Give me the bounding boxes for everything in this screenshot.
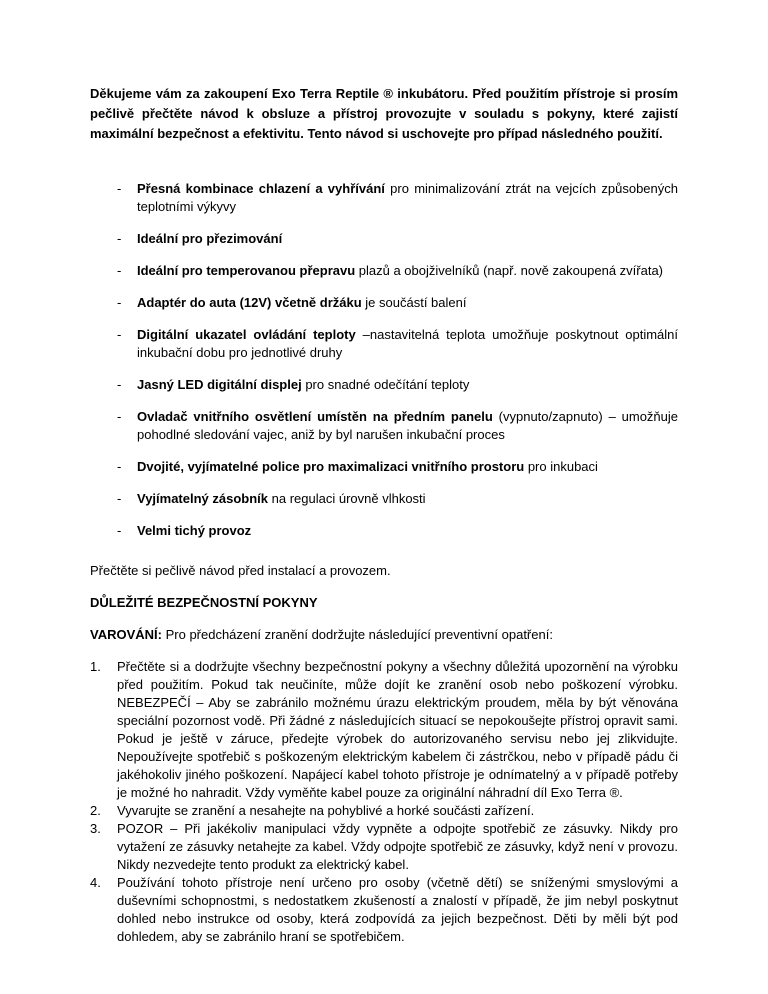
feature-bold: Ovladač vnitřního osvětlení umístěn na předním panelu <box>137 409 493 424</box>
step-number: 4. <box>90 875 101 890</box>
dash-bullet: - <box>117 523 122 538</box>
list-item <box>90 820 678 874</box>
dash-bullet: - <box>117 327 122 342</box>
feature-bold: Ideální pro přezimování <box>137 231 283 246</box>
document-page <box>90 84 678 946</box>
safety-title: DŮLEŽITÉ BEZPEČNOSTNÍ POKYNY <box>90 595 318 610</box>
list-item <box>90 262 678 280</box>
feature-text: –nastavitelná teplota umožňuje poskytnout optimální inkubační dobu pro jednotlivé druhy <box>137 327 678 360</box>
feature-text: (vypnuto/zapnuto) – umožňuje pohodlné sledování vajec, aniž by byl narušen inkubační proces <box>137 409 679 442</box>
list-item <box>90 802 678 820</box>
feature-text: plazů a obojživelníků (např. nově zakoupená zvířata) <box>355 263 664 278</box>
list-item <box>90 458 678 476</box>
warning-label: VAROVÁNÍ: <box>90 627 162 642</box>
feature-bold: Dvojité, vyjímatelné police pro maximalizaci vnitřního prostoru <box>137 459 525 474</box>
list-item <box>90 490 678 508</box>
feature-text: je součástí balení <box>361 295 467 310</box>
feature-text: pro snadné odečítání teploty <box>301 377 470 392</box>
dash-bullet: - <box>117 231 122 246</box>
dash-bullet: - <box>117 295 122 310</box>
dash-bullet: - <box>117 377 122 392</box>
read-note: Přečtěte si pečlivě návod před instalací a provozem. <box>90 563 391 578</box>
safety-steps-list <box>90 658 678 946</box>
dash-bullet: - <box>117 491 122 506</box>
dash-bullet: - <box>117 263 122 278</box>
step-number: 1. <box>90 659 101 674</box>
feature-text: pro minimalizování ztrát na vejcích způsobených teplotními výkyvy <box>137 181 678 214</box>
dash-bullet: - <box>117 409 122 424</box>
feature-bold: Adaptér do auta (12V) včetně držáku <box>137 295 362 310</box>
feature-text: na regulaci úrovně vlhkosti <box>268 491 426 506</box>
intro-paragraph: Děkujeme vám za zakoupení Exo Terra Reptile ® inkubátoru. Před použitím přístroje si prosím pečlivě přečtěte návod k obsluze a přístroj provozujte v souladu s pokyny, které zajistí maximální bezpečnost a efektivitu. Tento návod si uschovejte pro případ následného použití. <box>90 86 678 141</box>
list-item <box>90 180 678 216</box>
dash-bullet: - <box>117 181 122 196</box>
list-item <box>90 326 678 362</box>
feature-text: pro inkubaci <box>524 459 598 474</box>
list-item <box>90 408 678 444</box>
list-item <box>90 376 678 394</box>
feature-list <box>90 180 678 540</box>
list-item <box>90 230 678 248</box>
feature-bold: Velmi tichý provoz <box>137 523 252 538</box>
list-item <box>90 658 678 802</box>
feature-bold: Přesná kombinace chlazení a vyhřívání <box>137 181 385 196</box>
step-text: POZOR – Při jakékoliv manipulaci vždy vypněte a odpojte spotřebič ze zásuvky. Nikdy pro vytažení ze zásuvky netahejte za kabel. Vždy odpojte spotřebič ze zásuvky, když není v provozu. Nikdy nezvedejte tento produkt za elektrický kabel. <box>117 821 678 872</box>
feature-bold: Digitální ukazatel ovládání teploty <box>137 327 356 342</box>
step-number: 3. <box>90 821 101 836</box>
feature-bold: Jasný LED digitální displej <box>137 377 302 392</box>
step-text: Přečtěte si a dodržujte všechny bezpečnostní pokyny a všechny důležitá upozornění na výrobku před použitím. Pokud tak neučiníte, může dojít ke zranění osob nebo poškození výrobku. NEBEZPEČÍ – Aby se zabránilo možnému úrazu elektrickým proudem, měla by být věnována speciální pozornost vodě. Při žádné z následujících situací se nepokoušejte přístroj opravit sami. Pokud je ještě v záruce, předejte výrobek do autorizovaného servisu nebo jej zlikvidujte. Nepoužívejte spotřebič s poškozeným elektrickým kabelem či zástrčkou, nebo v případě pádu či jakéhokoliv jiného poškození. Napájecí kabel tohoto přístroje je odnímatelný a v případě potřeby je možné ho nahradit. Vždy vyměňte kabel pouze za originální náhradní díl Exo Terra ®. <box>117 659 678 800</box>
feature-bold: Ideální pro temperovanou přepravu <box>137 263 356 278</box>
list-item <box>90 294 678 312</box>
feature-bold: Vyjímatelný zásobník <box>137 491 269 506</box>
dash-bullet: - <box>117 459 122 474</box>
step-number: 2. <box>90 803 101 818</box>
warning-text: Pro předcházení zranění dodržujte následující preventivní opatření: <box>161 627 553 642</box>
list-item <box>90 522 678 540</box>
step-text: Používání tohoto přístroje není určeno pro osoby (včetně dětí) se sníženými smyslovými a duševními schopnostmi, s nedostatkem zkušeností a znalostí v případě, že jim nebyl poskytnut dohled nebo instrukce od osoby, která zodpovídá za jejich bezpečnost. Děti by měli být pod dohledem, aby se zabránilo hraní se spotřebičem. <box>117 875 678 944</box>
list-item <box>90 874 678 946</box>
warning-line <box>90 626 678 644</box>
step-text: Vyvarujte se zranění a nesahejte na pohyblivé a horké součásti zařízení. <box>117 803 535 818</box>
